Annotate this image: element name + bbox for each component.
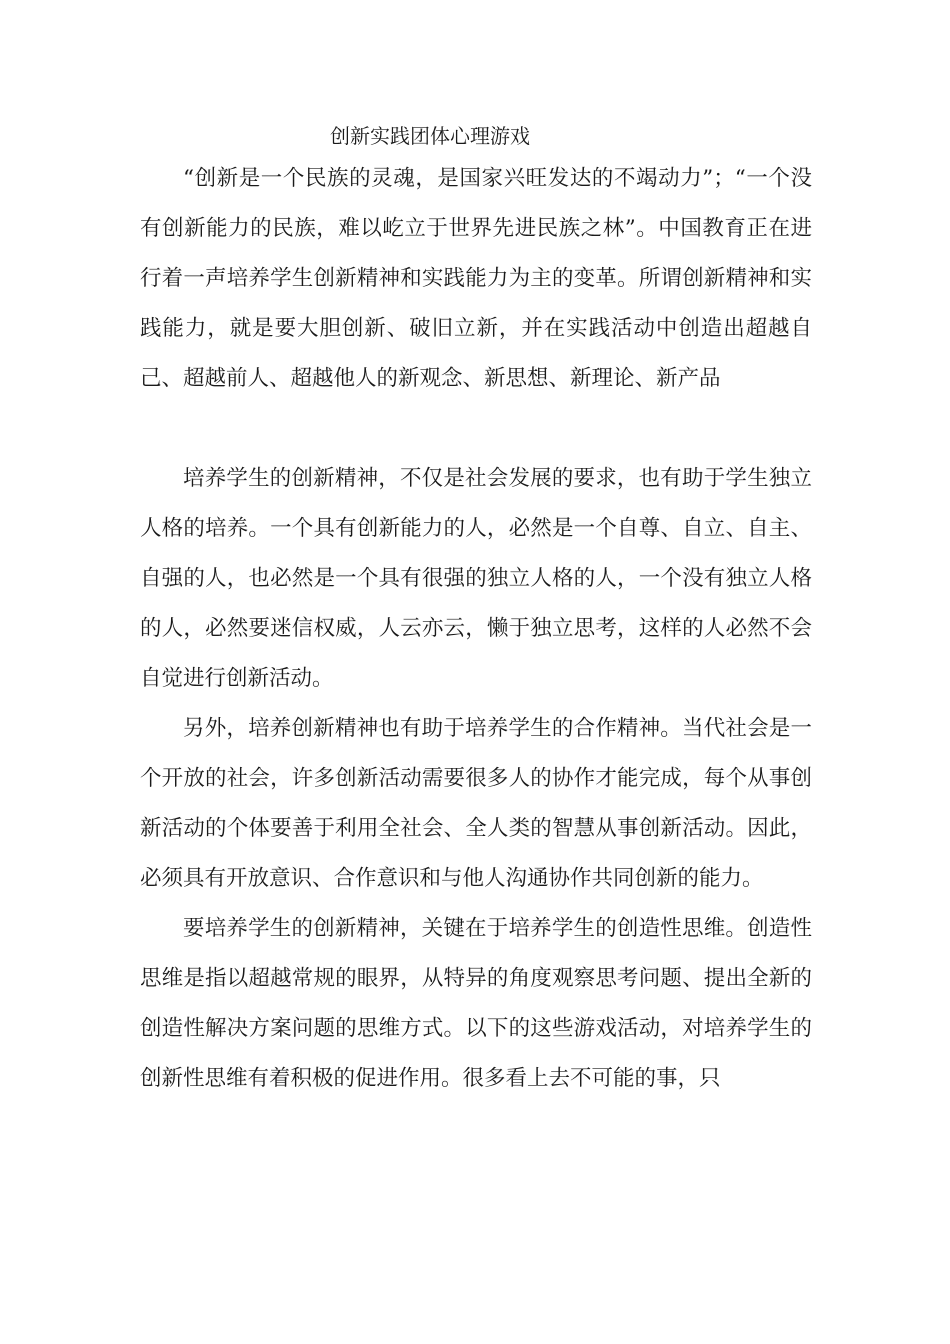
document-title: 创新实践团体心理游戏 bbox=[330, 124, 530, 148]
paragraph-1: “创新是一个民族的灵魂，是国家兴旺发达的不竭动力”；“一个没有创新能力的民族，难以屹立于世界先进民族之林”。中国教育正在进行着一声培养学生创新精神和实践能力为主的变革。所谓创新精神和实践能力，就是要大胆创新、破旧立新，并在实践活动中创造出超越自己、超越前人、超越他人的新观念、新思想、新理论、新产品 bbox=[140, 166, 812, 391]
paragraph-spacer bbox=[140, 404, 812, 454]
paragraph-4: 要培养学生的创新精神，关键在于培养学生的创造性思维。创造性思维是指以超越常规的眼界，从特异的角度观察思考问题、提出全新的创造性解决方案问题的思维方式。以下的这些游戏活动，对培养学生的创新性思维有着积极的促进作用。很多看上去不可能的事，只 bbox=[140, 916, 812, 1091]
document-page bbox=[140, 118, 812, 1104]
paragraph-3: 另外，培养创新精神也有助于培养学生的合作精神。当代社会是一个开放的社会，许多创新活动需要很多人的协作才能完成，每个从事创新活动的个体要善于利用全社会、全人类的智慧从事创新活动。因此，必须具有开放意识、合作意识和与他人沟通协作共同创新的能力。 bbox=[140, 716, 812, 891]
paragraph-2: 培养学生的创新精神，不仅是社会发展的要求，也有助于学生独立人格的培养。一个具有创新能力的人，必然是一个自尊、自立、自主、自强的人，也必然是一个具有很强的独立人格的人，一个没有独立人格的人，必然要迷信权威，人云亦云，懒于独立思考，这样的人必然不会自觉进行创新活动。 bbox=[140, 466, 812, 691]
